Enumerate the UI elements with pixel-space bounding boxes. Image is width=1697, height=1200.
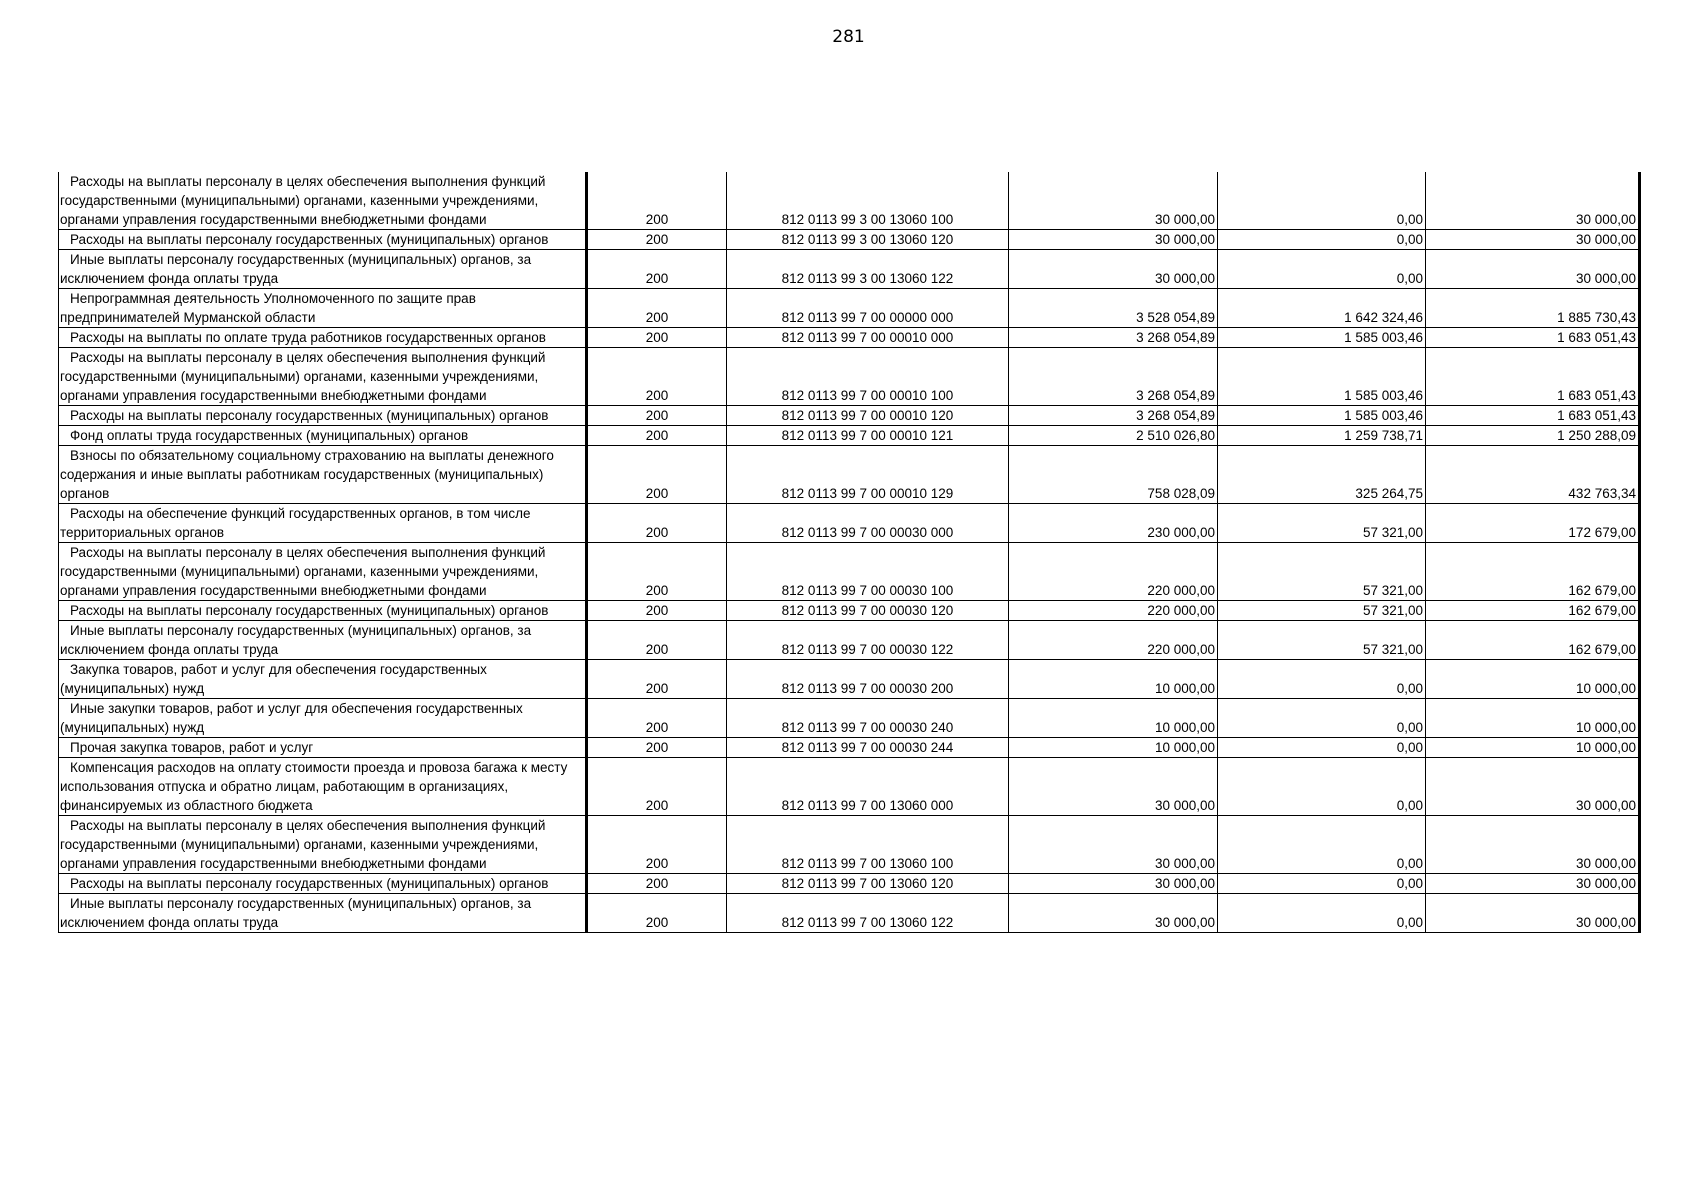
row-approved-amount: 10 000,00 (1009, 699, 1218, 738)
row-remaining-amount: 30 000,00 (1426, 894, 1640, 933)
row-budget-code: 812 0113 99 7 00 00000 000 (727, 289, 1009, 328)
row-approved-amount: 30 000,00 (1009, 894, 1218, 933)
table-row (59, 446, 1640, 504)
row-budget-code: 812 0113 99 7 00 00010 100 (727, 348, 1009, 406)
row-executed-amount: 325 264,75 (1218, 446, 1426, 504)
row-remaining-amount: 1 683 051,43 (1426, 328, 1640, 348)
row-admin-code: 200 (587, 816, 727, 874)
budget-table-body (59, 172, 1640, 933)
row-remaining-amount: 432 763,34 (1426, 446, 1640, 504)
row-description: Расходы на выплаты по оплате труда работников государственных органов (59, 328, 587, 348)
row-remaining-amount: 10 000,00 (1426, 699, 1640, 738)
row-budget-code: 812 0113 99 7 00 00030 244 (727, 738, 1009, 758)
row-admin-code: 200 (587, 874, 727, 894)
row-executed-amount: 0,00 (1218, 758, 1426, 816)
table-row (59, 504, 1640, 543)
row-admin-code: 200 (587, 699, 727, 738)
row-executed-amount: 0,00 (1218, 816, 1426, 874)
row-remaining-amount: 172 679,00 (1426, 504, 1640, 543)
row-admin-code: 200 (587, 660, 727, 699)
row-admin-code: 200 (587, 738, 727, 758)
row-description: Расходы на выплаты персоналу государственных (муниципальных) органов (59, 601, 587, 621)
row-remaining-amount: 1 250 288,09 (1426, 426, 1640, 446)
row-executed-amount: 57 321,00 (1218, 543, 1426, 601)
row-admin-code: 200 (587, 289, 727, 328)
row-admin-code: 200 (587, 621, 727, 660)
row-admin-code: 200 (587, 543, 727, 601)
row-description: Иные выплаты персоналу государственных (муниципальных) органов, за исключением фонда оплаты труда (59, 250, 587, 289)
row-budget-code: 812 0113 99 7 00 13060 100 (727, 816, 1009, 874)
row-executed-amount: 1 585 003,46 (1218, 348, 1426, 406)
row-remaining-amount: 30 000,00 (1426, 758, 1640, 816)
row-executed-amount: 57 321,00 (1218, 601, 1426, 621)
row-admin-code: 200 (587, 328, 727, 348)
row-description: Расходы на выплаты персоналу государственных (муниципальных) органов (59, 874, 587, 894)
row-admin-code: 200 (587, 172, 727, 230)
row-remaining-amount: 30 000,00 (1426, 250, 1640, 289)
row-approved-amount: 30 000,00 (1009, 816, 1218, 874)
table-row (59, 230, 1640, 250)
row-approved-amount: 230 000,00 (1009, 504, 1218, 543)
table-row (59, 289, 1640, 328)
row-remaining-amount: 1 885 730,43 (1426, 289, 1640, 328)
row-description: Иные выплаты персоналу государственных (муниципальных) органов, за исключением фонда оплаты труда (59, 621, 587, 660)
row-description: Компенсация расходов на оплату стоимости проезда и провоза багажа к месту использования отпуска и обратно лицам, работающим в организациях, финансируемых из областного бюджета (59, 758, 587, 816)
row-description: Расходы на выплаты персоналу государственных (муниципальных) органов (59, 230, 587, 250)
page-number: 281 (832, 27, 865, 47)
row-admin-code: 200 (587, 348, 727, 406)
table-row (59, 543, 1640, 601)
row-approved-amount: 3 268 054,89 (1009, 328, 1218, 348)
row-admin-code: 200 (587, 446, 727, 504)
row-admin-code: 200 (587, 758, 727, 816)
row-budget-code: 812 0113 99 7 00 00010 120 (727, 406, 1009, 426)
row-approved-amount: 220 000,00 (1009, 621, 1218, 660)
row-budget-code: 812 0113 99 7 00 00010 000 (727, 328, 1009, 348)
row-admin-code: 200 (587, 894, 727, 933)
row-approved-amount: 30 000,00 (1009, 758, 1218, 816)
row-description: Расходы на выплаты персоналу в целях обеспечения выполнения функций государственными (муниципальными) органами, казенными учреждениями, органами управления государственными внебюджетными фондами (59, 348, 587, 406)
table-row (59, 406, 1640, 426)
row-executed-amount: 0,00 (1218, 699, 1426, 738)
row-approved-amount: 220 000,00 (1009, 601, 1218, 621)
budget-table (58, 172, 1641, 933)
row-budget-code: 812 0113 99 7 00 13060 000 (727, 758, 1009, 816)
table-row (59, 250, 1640, 289)
row-executed-amount: 57 321,00 (1218, 621, 1426, 660)
row-budget-code: 812 0113 99 7 00 00030 200 (727, 660, 1009, 699)
table-row (59, 601, 1640, 621)
row-executed-amount: 0,00 (1218, 894, 1426, 933)
row-approved-amount: 10 000,00 (1009, 660, 1218, 699)
row-admin-code: 200 (587, 504, 727, 543)
row-remaining-amount: 1 683 051,43 (1426, 348, 1640, 406)
row-budget-code: 812 0113 99 7 00 00030 120 (727, 601, 1009, 621)
row-budget-code: 812 0113 99 3 00 13060 100 (727, 172, 1009, 230)
row-description: Прочая закупка товаров, работ и услуг (59, 738, 587, 758)
table-row (59, 758, 1640, 816)
row-description: Расходы на выплаты персоналу в целях обеспечения выполнения функций государственными (муниципальными) органами, казенными учреждениями, органами управления государственными внебюджетными фондами (59, 172, 587, 230)
row-description: Фонд оплаты труда государственных (муниципальных) органов (59, 426, 587, 446)
row-remaining-amount: 30 000,00 (1426, 874, 1640, 894)
row-approved-amount: 3 268 054,89 (1009, 406, 1218, 426)
row-executed-amount: 1 259 738,71 (1218, 426, 1426, 446)
row-executed-amount: 1 585 003,46 (1218, 406, 1426, 426)
row-description: Расходы на обеспечение функций государственных органов, в том числе территориальных органов (59, 504, 587, 543)
row-executed-amount: 0,00 (1218, 230, 1426, 250)
row-approved-amount: 758 028,09 (1009, 446, 1218, 504)
row-approved-amount: 30 000,00 (1009, 874, 1218, 894)
row-budget-code: 812 0113 99 3 00 13060 120 (727, 230, 1009, 250)
row-remaining-amount: 162 679,00 (1426, 601, 1640, 621)
row-approved-amount: 220 000,00 (1009, 543, 1218, 601)
row-budget-code: 812 0113 99 7 00 00030 122 (727, 621, 1009, 660)
row-admin-code: 200 (587, 230, 727, 250)
row-executed-amount: 1 642 324,46 (1218, 289, 1426, 328)
table-row (59, 172, 1640, 230)
row-admin-code: 200 (587, 406, 727, 426)
row-description: Иные закупки товаров, работ и услуг для обеспечения государственных (муниципальных) нужд (59, 699, 587, 738)
row-approved-amount: 30 000,00 (1009, 230, 1218, 250)
table-row (59, 874, 1640, 894)
table-row (59, 426, 1640, 446)
row-budget-code: 812 0113 99 3 00 13060 122 (727, 250, 1009, 289)
row-description: Расходы на выплаты персоналу в целях обеспечения выполнения функций государственными (муниципальными) органами, казенными учреждениями, органами управления государственными внебюджетными фондами (59, 543, 587, 601)
row-remaining-amount: 1 683 051,43 (1426, 406, 1640, 426)
row-description: Взносы по обязательному социальному страхованию на выплаты денежного содержания и иные выплаты работникам государственных (муниципальных) органов (59, 446, 587, 504)
row-approved-amount: 3 528 054,89 (1009, 289, 1218, 328)
row-approved-amount: 30 000,00 (1009, 172, 1218, 230)
row-executed-amount: 1 585 003,46 (1218, 328, 1426, 348)
row-description: Расходы на выплаты персоналу государственных (муниципальных) органов (59, 406, 587, 426)
row-description: Иные выплаты персоналу государственных (муниципальных) органов, за исключением фонда оплаты труда (59, 894, 587, 933)
row-remaining-amount: 162 679,00 (1426, 543, 1640, 601)
row-budget-code: 812 0113 99 7 00 00030 100 (727, 543, 1009, 601)
row-admin-code: 200 (587, 601, 727, 621)
row-executed-amount: 0,00 (1218, 874, 1426, 894)
row-admin-code: 200 (587, 426, 727, 446)
row-budget-code: 812 0113 99 7 00 00030 000 (727, 504, 1009, 543)
row-remaining-amount: 10 000,00 (1426, 660, 1640, 699)
row-executed-amount: 0,00 (1218, 660, 1426, 699)
table-row (59, 699, 1640, 738)
row-remaining-amount: 30 000,00 (1426, 230, 1640, 250)
table-row (59, 348, 1640, 406)
row-executed-amount: 57 321,00 (1218, 504, 1426, 543)
row-remaining-amount: 30 000,00 (1426, 172, 1640, 230)
row-budget-code: 812 0113 99 7 00 13060 122 (727, 894, 1009, 933)
table-row (59, 738, 1640, 758)
table-row (59, 328, 1640, 348)
row-approved-amount: 10 000,00 (1009, 738, 1218, 758)
row-description: Непрограммная деятельность Уполномоченного по защите прав предпринимателей Мурманской области (59, 289, 587, 328)
row-executed-amount: 0,00 (1218, 172, 1426, 230)
table-row (59, 816, 1640, 874)
row-approved-amount: 30 000,00 (1009, 250, 1218, 289)
row-description: Закупка товаров, работ и услуг для обеспечения государственных (муниципальных) нужд (59, 660, 587, 699)
row-budget-code: 812 0113 99 7 00 00010 121 (727, 426, 1009, 446)
row-budget-code: 812 0113 99 7 00 13060 120 (727, 874, 1009, 894)
table-row (59, 894, 1640, 933)
row-approved-amount: 2 510 026,80 (1009, 426, 1218, 446)
row-budget-code: 812 0113 99 7 00 00030 240 (727, 699, 1009, 738)
row-admin-code: 200 (587, 250, 727, 289)
row-remaining-amount: 10 000,00 (1426, 738, 1640, 758)
table-row (59, 660, 1640, 699)
table-row (59, 621, 1640, 660)
row-executed-amount: 0,00 (1218, 738, 1426, 758)
row-remaining-amount: 162 679,00 (1426, 621, 1640, 660)
row-approved-amount: 3 268 054,89 (1009, 348, 1218, 406)
row-remaining-amount: 30 000,00 (1426, 816, 1640, 874)
row-description: Расходы на выплаты персоналу в целях обеспечения выполнения функций государственными (муниципальными) органами, казенными учреждениями, органами управления государственными внебюджетными фондами (59, 816, 587, 874)
row-budget-code: 812 0113 99 7 00 00010 129 (727, 446, 1009, 504)
row-executed-amount: 0,00 (1218, 250, 1426, 289)
